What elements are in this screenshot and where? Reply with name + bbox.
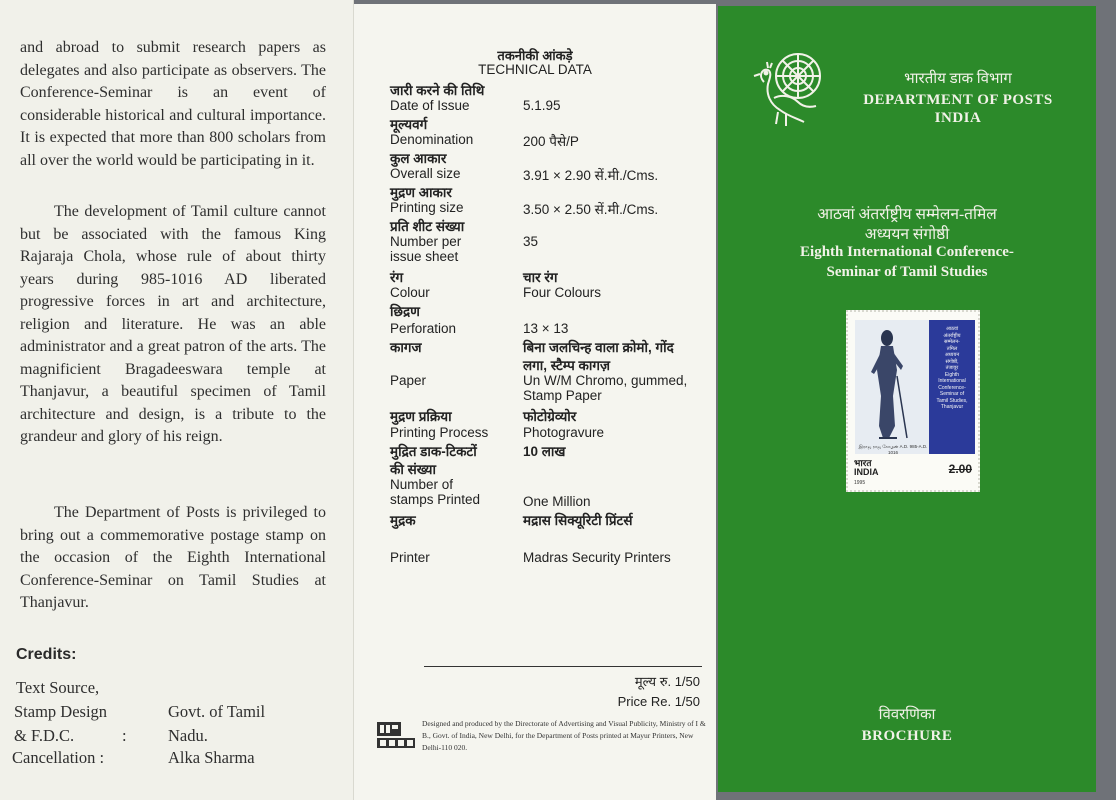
td-value: मद्रास सिक्यूरिटी प्रिंटर्स <box>523 513 633 528</box>
td-label: Number per issue sheet <box>390 234 462 264</box>
td-value: Madras Security Printers <box>523 550 671 565</box>
body-paragraph-1: and abroad to submit research papers as delegates and also participate as observers. The Conference-Seminar is an event of considerable historical and cultural importance. It is expected that more than 800 scholars from all over the world would be participating in it. <box>20 39 326 169</box>
td-value: 3.91 × 2.90 सें.मी./Cms. <box>523 168 659 183</box>
td-label: जारी करने की तिथि <box>390 83 485 98</box>
td-value: 5.1.95 <box>523 98 561 113</box>
body-paragraph-3-text: The Department of Posts is privileged to bring out a commemorative postage stamp on the occasion of the Eighth International Conference-Seminar on Tamil Studies at Thanjavur. <box>20 504 326 611</box>
td-label: Printer <box>390 550 430 565</box>
brochure-title-hindi: विवरणिका <box>878 707 936 723</box>
conference-title-line2: Seminar of Tamil Studies <box>826 264 988 280</box>
postage-stamp <box>846 310 980 492</box>
stamp-caption: இராஜ ராஜ சோழன் A.D. 985-A.D. 1016 <box>858 444 928 454</box>
credit-value-alka: Alka Sharma <box>168 748 255 767</box>
department-country: INDIA <box>934 110 982 126</box>
td-value: Four Colours <box>523 285 602 300</box>
td-label: छिद्रण <box>390 304 420 319</box>
td-value: बिना जलचिन्ह वाला क्रोमो, गोंद लगा, स्टैम्प कागज़ <box>523 340 674 373</box>
credit-separator: : <box>122 726 127 745</box>
td-label: मुद्रण प्रक्रिया <box>390 409 452 424</box>
td-value: 13 × 13 <box>523 321 569 336</box>
td-label: कुल आकार <box>390 151 447 166</box>
technical-data-panel <box>354 4 716 800</box>
td-label: रंग <box>390 270 404 285</box>
td-value: फोटोग्रेव्योर <box>523 409 577 424</box>
td-label: Overall size <box>390 166 461 181</box>
credit-label-stamp-design: Stamp Design <box>14 702 108 721</box>
td-value: One Million <box>523 494 591 509</box>
credit-label-fdc: & F.D.C. <box>14 726 75 745</box>
conference-title-hindi-line1: आठवां अंतर्राष्ट्रीय सम्मेलन-तमिल <box>817 206 997 223</box>
davp-logo-icon <box>376 720 416 750</box>
td-label: मुद्रक <box>390 513 416 528</box>
stamp-band-text: आठवां अंतर्राष्ट्रीय सम्मेलन- तमिल अध्ययन संगोष्ठी, तंजावूर Eighth International Conference- Seminar of Tamil Studies, Thanjavur <box>936 326 968 410</box>
technical-data-title-hindi: तकनीकी आंकड़े <box>497 48 573 63</box>
body-paragraph-2-text: The development of Tamil culture cannot but be associated with the famous King Rajaraja Chola, whose rule of about thirty years during 985-1016 AD liberated progressive forces in art and architecture, religion and literature. He was an able administrator and a great patron of the arts. The magnificient Bragadeeswara temple at Thanjavur, a beautiful specimen of Tamil architecture and design, is a tribute to the grandeur and glory of his reign. <box>20 203 326 445</box>
stamp-text-band <box>929 320 975 454</box>
body-paragraph-3 <box>20 502 326 615</box>
credit-value-govt: Govt. of Tamil <box>168 702 266 721</box>
td-label: मुद्रित डाक-टिकटों की संख्या <box>390 444 477 477</box>
td-label: प्रति शीट संख्या <box>390 219 465 234</box>
td-label: मूल्यवर्ग <box>390 117 428 132</box>
conference-title-line1: Eighth International Conference- <box>800 244 1014 260</box>
td-value: 10 लाख <box>523 444 566 459</box>
rajaraja-chola-statue-icon <box>863 326 913 442</box>
td-label: Denomination <box>390 132 474 147</box>
technical-data-title: TECHNICAL DATA <box>478 62 592 77</box>
credit-label-cancellation: Cancellation : <box>12 748 105 767</box>
td-label: Printing Process <box>390 425 489 440</box>
imprint-text: Designed and produced by the Directorate of Advertising and Visual Publicity, Ministry of I & B., Govt. of India, New Delhi, for the Department of Posts printed at Mayur Printers, New Delhi-110 020. <box>422 719 706 752</box>
left-panel <box>0 0 354 800</box>
td-value: चार रंग <box>523 270 558 285</box>
department-title: DEPARTMENT OF POSTS <box>863 92 1053 108</box>
td-label: कागज <box>390 340 422 355</box>
td-value: Photogravure <box>523 425 605 440</box>
stamp-year: 1995 <box>854 480 866 486</box>
td-label: मुद्रण आकार <box>390 185 452 200</box>
credit-value-nadu: Nadu. <box>168 726 208 745</box>
td-label: Paper <box>390 373 427 388</box>
stamp-country: INDIA <box>854 467 879 477</box>
td-value: 200 पैसे/P <box>523 134 579 149</box>
divider-line <box>424 666 702 667</box>
td-value: Un W/M Chromo, gummed, Stamp Paper <box>523 373 688 403</box>
stamp-denomination: 2.00 <box>948 462 972 476</box>
conference-title-hindi-line2: अध्ययन संगोष्ठी <box>864 226 950 243</box>
department-title-hindi: भारतीय डाक विभाग <box>904 71 1012 87</box>
price: Price Re. 1/50 <box>617 694 700 709</box>
td-label: Colour <box>390 285 430 300</box>
brochure-title: BROCHURE <box>861 728 953 744</box>
td-value: 3.50 × 2.50 सें.मी./Cms. <box>523 202 659 217</box>
credits-heading: Credits: <box>16 646 77 663</box>
peacock-logo-icon <box>748 46 828 128</box>
td-label: Perforation <box>390 321 457 336</box>
td-label: Date of Issue <box>390 98 470 113</box>
td-label: Number of stamps Printed <box>390 477 481 507</box>
stamp-artwork <box>855 320 975 454</box>
price-hindi: मूल्य रु. 1/50 <box>634 674 700 689</box>
body-paragraph-2 <box>20 201 326 449</box>
stamp-country-hindi: भारत <box>854 458 872 468</box>
credit-label-text-source: Text Source, <box>16 678 100 697</box>
cover-panel <box>718 6 1096 792</box>
td-label: Printing size <box>390 200 464 215</box>
td-value: 35 <box>523 234 539 249</box>
